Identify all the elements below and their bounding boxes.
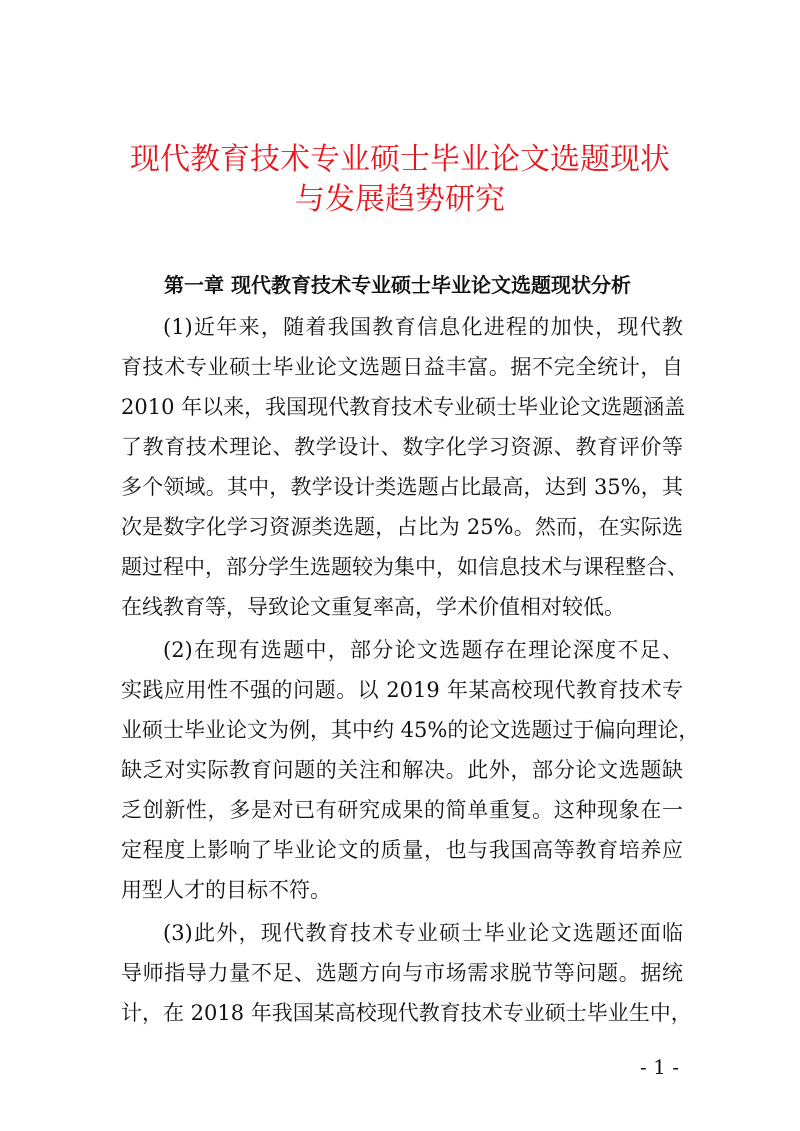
paragraph-line: 多个领域。其中，教学设计类选题占比最高，达到 35%，其: [121, 475, 683, 499]
document-body: [121, 307, 700, 1036]
paragraph-line: 了教育技术理论、教学设计、数字化学习资源、教育评价等: [121, 435, 683, 459]
paragraph-line: 定程度上影响了毕业论文的质量，也与我国高等教育培养应: [121, 838, 683, 862]
paragraph-line: 导师指导力量不足、选题方向与市场需求脱节等问题。据统: [121, 961, 683, 985]
paragraph-line: 育技术专业硕士毕业论文选题日益丰富。据不完全统计，自: [121, 355, 683, 379]
paragraph-line: (3)此外，现代教育技术专业硕士毕业论文选题还面临: [163, 921, 683, 945]
paragraph-line: 缺乏对实际教育问题的关注和解决。此外，部分论文选题缺: [121, 758, 683, 782]
paragraph-line: 在线教育等，导致论文重复率高，学术价值相对较低。: [121, 595, 625, 619]
paragraph: [121, 630, 700, 910]
paragraph-line: 2010 年以来，我国现代教育技术专业硕士毕业论文选题涵盖: [121, 395, 686, 419]
paragraph-line: 实践应用性不强的问题。以 2019 年某高校现代教育技术专: [121, 678, 683, 702]
paragraph-line: 业硕士毕业论文为例，其中约 45%的论文选题过于偏向理论，: [121, 718, 700, 742]
paragraph-line: 乏创新性，多是对已有研究成果的简单重复。这种现象在一: [121, 798, 683, 822]
paragraph-line: (2)在现有选题中，部分论文选题存在理论深度不足、: [163, 638, 683, 662]
paragraph-line: 题过程中，部分学生选题较为集中，如信息技术与课程整合、: [121, 555, 688, 579]
paragraph: [121, 307, 688, 627]
paragraph-line: 用型人才的目标不符。: [121, 878, 331, 902]
paragraph-line: (1)近年来，随着我国教育信息化进程的加快，现代教: [163, 315, 683, 339]
paragraph-line: 计，在 2018 年我国某高校现代教育技术专业硕士毕业生中，: [121, 1001, 692, 1025]
chapter-heading: 第一章 现代教育技术专业硕士毕业论文选题现状分析: [164, 273, 631, 297]
document-title-line-2: 与发展趋势研究: [295, 182, 505, 217]
page-number: - 1 -: [640, 1055, 679, 1079]
paragraph: [121, 913, 692, 1033]
paragraph-line: 次是数字化学习资源类选题，占比为 25%。然而，在实际选: [121, 515, 683, 539]
document-title-line-1: 现代教育技术专业硕士毕业论文选题现状: [130, 142, 670, 177]
